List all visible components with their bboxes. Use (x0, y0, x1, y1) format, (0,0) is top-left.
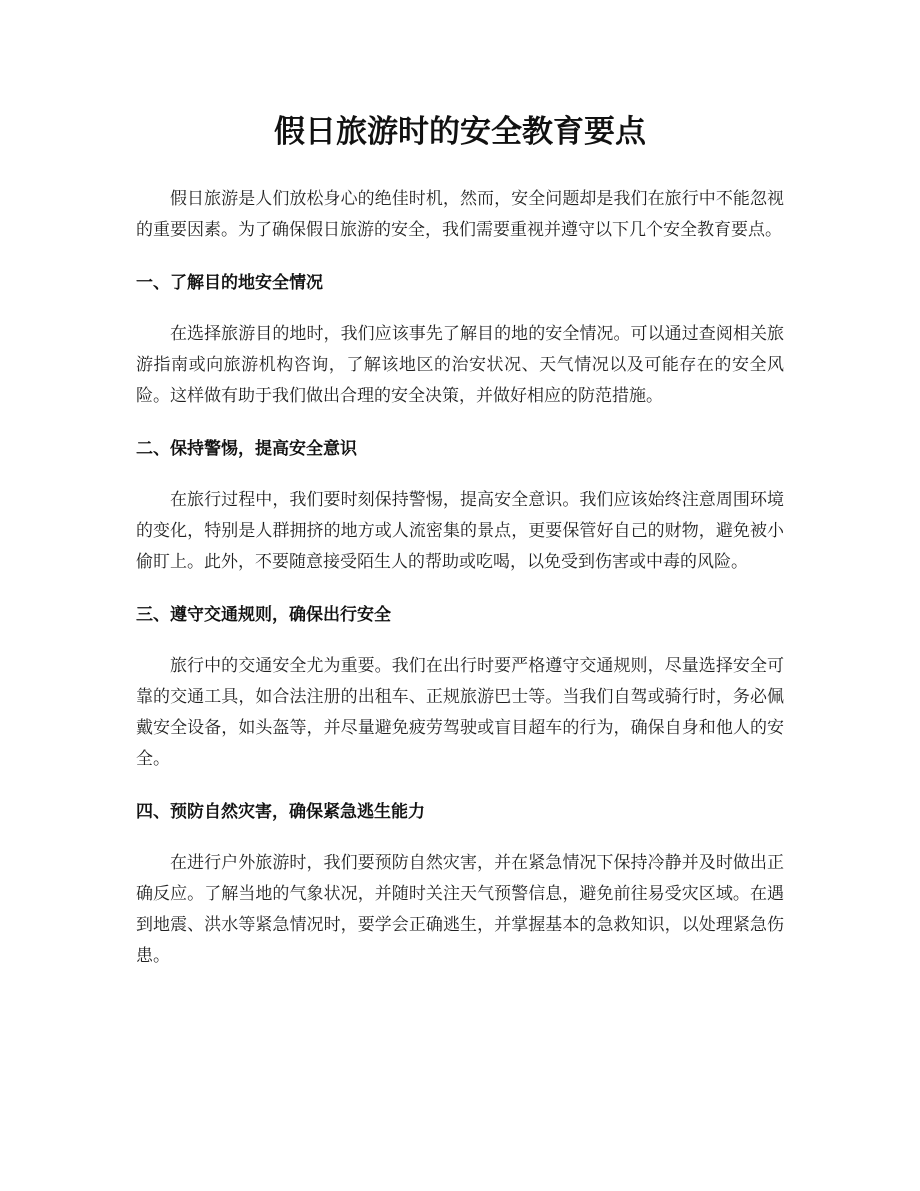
section-2 (136, 434, 784, 578)
section-4 (136, 797, 784, 972)
section-3 (136, 600, 784, 775)
section-paragraph: 在选择旅游目的地时，我们应该事先了解目的地的安全情况。可以通过查阅相关旅游指南或向旅游机构咨询，了解该地区的治安状况、天气情况以及可能存在的安全风险。这样做有助于我们做出合理的安全决策，并做好相应的防范措施。 (136, 324, 784, 406)
section-paragraph: 在进行户外旅游时，我们要预防自然灾害，并在紧急情况下保持冷静并及时做出正确反应。了解当地的气象状况，并随时关注天气预警信息，避免前往易受灾区域。在遇到地震、洪水等紧急情况时，要学会正确逃生，并掌握基本的急救知识，以处理紧急伤患。 (136, 853, 784, 966)
section-paragraph: 在旅行过程中，我们要时刻保持警惕，提高安全意识。我们应该始终注意周围环境的变化，特别是人群拥挤的地方或人流密集的景点，更要保管好自己的财物，避免被小偷盯上。此外，不要随意接受陌生人的帮助或吃喝，以免受到伤害或中毒的风险。 (136, 490, 784, 572)
section-paragraph: 旅行中的交通安全尤为重要。我们在出行时要严格遵守交通规则，尽量选择安全可靠的交通工具，如合法注册的出租车、正规旅游巴士等。当我们自驾或骑行时，务必佩戴安全设备，如头盔等，并尽量避免疲劳驾驶或盲目超车的行为，确保自身和他人的安全。 (136, 656, 784, 769)
section-heading: 四、预防自然灾害，确保紧急逃生能力 (136, 802, 425, 822)
section-heading: 二、保持警惕，提高安全意识 (136, 439, 357, 459)
section-heading: 一、了解目的地安全情况 (136, 273, 323, 293)
intro-paragraph: 假日旅游是人们放松身心的绝佳时机，然而，安全问题却是我们在旅行中不能忽视的重要因素。为了确保假日旅游的安全，我们需要重视并遵守以下几个安全教育要点。 (136, 189, 784, 240)
document-title: 假日旅游时的安全教育要点 (274, 114, 646, 150)
section-1 (136, 268, 784, 412)
section-heading: 三、遵守交通规则，确保出行安全 (136, 605, 391, 625)
